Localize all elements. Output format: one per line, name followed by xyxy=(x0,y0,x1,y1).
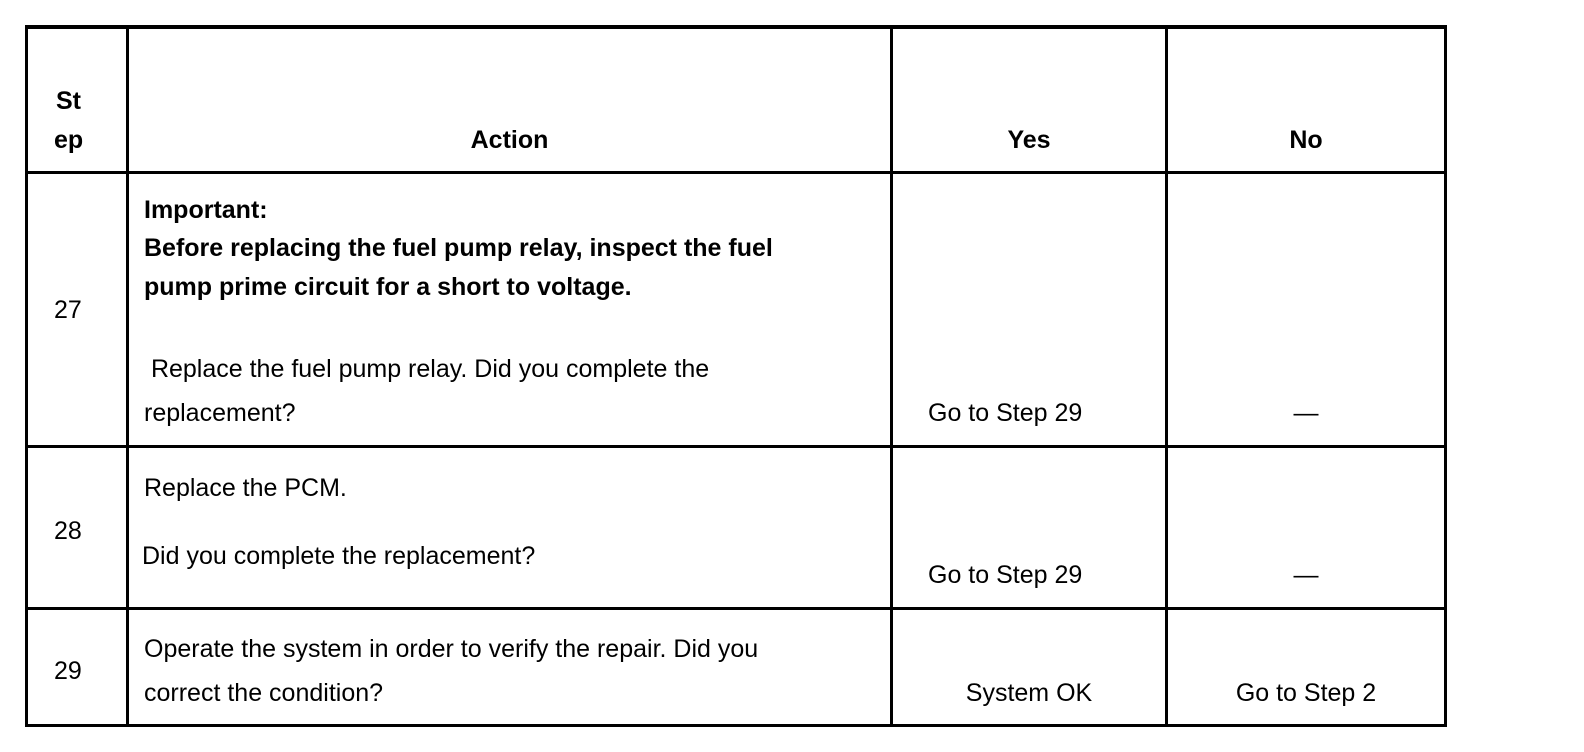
header-yes: Yes xyxy=(1007,126,1051,154)
header-action: Action xyxy=(470,126,549,154)
action-text-line2: correct the condition? xyxy=(144,679,384,707)
important-note-line1: Before replacing the fuel pump relay, inspect the fuel xyxy=(144,234,773,262)
no-result: Go to Step 2 xyxy=(1235,679,1377,707)
header-no: No xyxy=(1289,126,1323,154)
action-text-line2: replacement? xyxy=(144,399,296,427)
header-step-line2: ep xyxy=(54,126,84,154)
step-number: 28 xyxy=(54,517,82,545)
important-note-line2: pump prime circuit for a short to voltage. xyxy=(144,273,632,301)
diagnostic-table xyxy=(25,25,1447,727)
step-number: 27 xyxy=(54,296,82,324)
row-divider-27 xyxy=(28,445,1444,448)
step-number: 29 xyxy=(54,657,82,685)
important-label: Important: xyxy=(144,196,268,224)
yes-result: System OK xyxy=(965,679,1093,707)
action-text-line1: Replace the PCM. xyxy=(144,474,347,502)
row-divider-header xyxy=(28,171,1444,174)
action-text-line1: Replace the fuel pump relay. Did you complete the xyxy=(144,355,710,383)
no-result: — xyxy=(1293,399,1319,427)
yes-result: Go to Step 29 xyxy=(928,561,1083,589)
row-divider-28 xyxy=(28,607,1444,610)
action-text-line1: Operate the system in order to verify the repair. Did you xyxy=(144,635,759,663)
action-text-line2: Did you complete the replacement? xyxy=(142,542,536,570)
header-step-line1: St xyxy=(56,87,81,115)
yes-result: Go to Step 29 xyxy=(928,399,1083,427)
no-result: — xyxy=(1293,561,1319,589)
